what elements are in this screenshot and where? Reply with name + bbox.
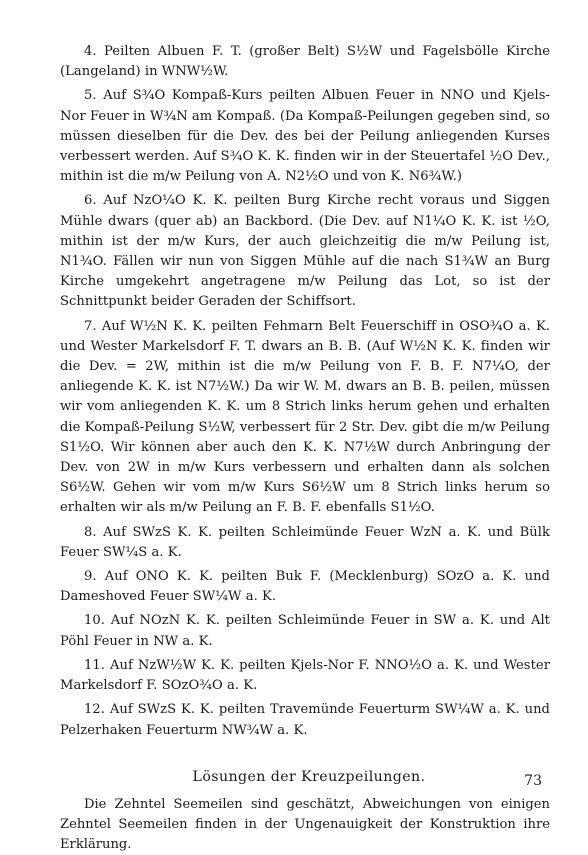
section-heading: Lösungen der Kreuzpeilungen.	[192, 768, 426, 785]
page-number: 73	[524, 773, 542, 789]
exercise-6-paragraph: 6. Auf NzO¼O K. K. peilten Burg Kirche recht voraus und Siggen Mühle dwars (quer ab) an Backbord. (Die Dev. auf N1¼O K. K. ist ½O, mithin ist der m/w Kurs, der auch gleichzeitig die m/w Peilung ist, N1¾O. Fällen wir nun von Siggen Mühle auf die nach S1¾W an Burg Kirche umgekehrt angetragene m/w Peilung das Lot, so ist der Schnittpunkt beider Geraden der Schiffsort.	[60, 193, 550, 310]
exercise-7-paragraph: 7. Auf W½N K. K. peilten Fehmarn Belt Feuerschiff in OSO¾O a. K. und Wester Markelsdorf F. T. dwars an B. B. (Auf W½N K. K. finden wir die Dev. = 2W, mithin ist die m/w Peilung von F. B. F. N7¼O, der anliegende K. K. ist N7½W.) Da wir W. M. dwars an B. B. peilen, müssen wir vom anliegenden K. K. um 8 Strich links herum gehen und erhalten die Kompaß-Peilung S½W, verbessert für 2 Str. Dev. gibt die m/w Peilung S1½O. Wir können aber auch den K. K. N7½W durch Anbringung der Dev. von 2W in m/w Kurs verbessern und erhalten dann als solchen S6½W. Gehen wir vom m/w Kurs S6½W um 8 Strich links herum so erhalten wir als m/w Peilung an F. B. F. ebenfalls S1½O.	[60, 318, 550, 516]
exercise-12-paragraph: 12. Auf SWzS K. K. peilten Travemünde Feuerturm SW¼W a. K. und Pelzerhaken Feuerturm NW¾W a. K.	[60, 702, 550, 738]
exercise-4-paragraph: 4. Peilten Albuen F. T. (großer Belt) S½W und Fagelsbölle Kirche (Langeland) in WNW½W.	[60, 44, 550, 80]
exercise-11-paragraph: 11. Auf NzW½W K. K. peilten Kjels-Nor F. NNO½O a. K. und Wester Markelsdorf F. SOzO¾O a. K.	[60, 657, 550, 694]
exercise-9-paragraph: 9. Auf ONO K. K. peilten Buk F. (Mecklenburg) SOzO a. K. und Dameshoved Feuer SW¼W a. K.	[60, 569, 550, 605]
solutions-note: Die Zehntel Seemeilen sind geschätzt, Abweichungen von einigen Zehntel Seemeilen finden in der Ungenauigkeit der Konstruktion ihre Erklärung.	[60, 796, 550, 853]
exercise-5-paragraph: 5. Auf S¾O Kompaß-Kurs peilten Albuen Feuer in NNO und Kjels-Nor Feuer in W¾N am Kompaß. (Da Kompaß-Peilungen gegeben sind, so müssen dieselben für die Dev. des bei der Peilung anliegenden Kurses verbessert werden. Auf S¾O K. K. finden wir in der Steuertafel ½O Dev., mithin ist die m/w Peilung von A. N2½O und von K. N6¾W.)	[60, 88, 550, 185]
exercise-10-paragraph: 10. Auf NOzN K. K. peilten Schleimünde Feuer in SW a. K. und Alt Pöhl Feuer in NW a. K.	[60, 613, 550, 649]
exercise-8-paragraph: 8. Auf SWzS K. K. peilten Schleimünde Feuer WzN a. K. und Bülk Feuer SW¼S a. K.	[60, 524, 550, 560]
